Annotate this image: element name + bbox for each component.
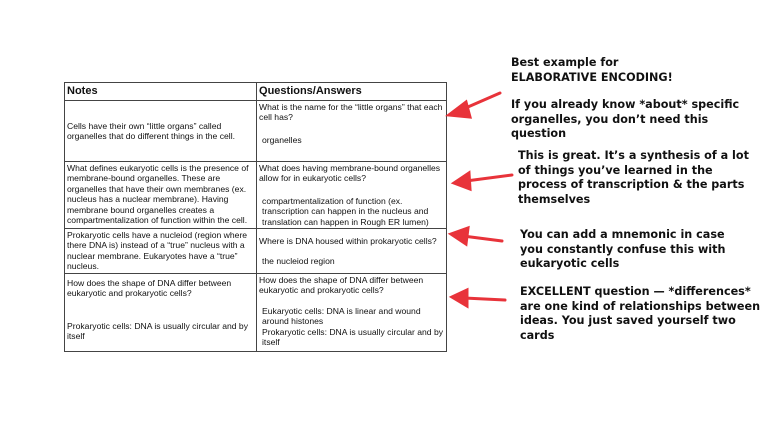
note-text: What defines eukaryotic cells is the presence of membrane-bound organelles. These are organelles that have their own membranes (ex. nucleus has a nuclear membrane). Having membrane bound organelles creates a compartmentalization of function within the cell. <box>67 163 249 226</box>
arrow-2 <box>454 173 512 189</box>
annotation-comment-3: You can add a mnemonic in case you constantly confuse this with eukaryotic cells <box>520 228 726 270</box>
annotation-comment-2: This is great. It’s a synthesis of a lot of things you’ve learned in the process of transcription & the parts themselves <box>518 149 749 206</box>
arrow-3 <box>451 228 502 244</box>
arrow-1 <box>449 93 500 117</box>
answer-text: organelles <box>262 134 302 145</box>
annotation-title: Best example for ELABORATIVE ENCODING! <box>511 56 673 84</box>
note-text: Cells have their own “little organs” called organelles that do different things in the cell. <box>67 120 236 141</box>
answer-text: the nucleiod region <box>262 255 335 266</box>
answer-text: Prokaryotic cells: DNA is usually circular and by itself <box>262 326 444 348</box>
arrow-4 <box>452 290 505 306</box>
note-text: Prokaryotic cells have a nucleiod (region where there DNA is) instead of a “true” nucleus with a nuclear membrane. Eukaryotes have a “true” nucleus. <box>67 230 248 272</box>
note-text: How does the shape of DNA differ between eukaryotic and prokaryotic cells? <box>67 278 232 299</box>
answer-text: Eukaryotic cells: DNA is linear and wound around histones <box>262 305 421 327</box>
question-text: What does having membrane-bound organelles allow for in eukaryotic cells? <box>259 163 441 184</box>
answer-text: compartmentalization of function (ex. transcription can happen in the nucleus and translation can happen in Rough ER lumen) <box>262 195 429 227</box>
annotation-comment-1: If you already know *about* specific organelles, you don’t need this question <box>511 98 740 140</box>
questions-answers-column-header: Questions/Answers <box>257 83 447 101</box>
note-text: Prokaryotic cells: DNA is usually circular and by itself <box>67 320 249 342</box>
notes-column-header: Notes <box>65 83 257 101</box>
question-text: What is the name for the “little organs” that each cell has? <box>259 102 443 123</box>
question-text: How does the shape of DNA differ between eukaryotic and prokaryotic cells? <box>259 275 424 296</box>
question-text: Where is DNA housed within prokaryotic cells? <box>259 236 437 247</box>
annotation-comment-4: EXCELLENT question — *differences* are one kind of relationships between ideas. You just saved yourself two cards <box>520 285 761 342</box>
